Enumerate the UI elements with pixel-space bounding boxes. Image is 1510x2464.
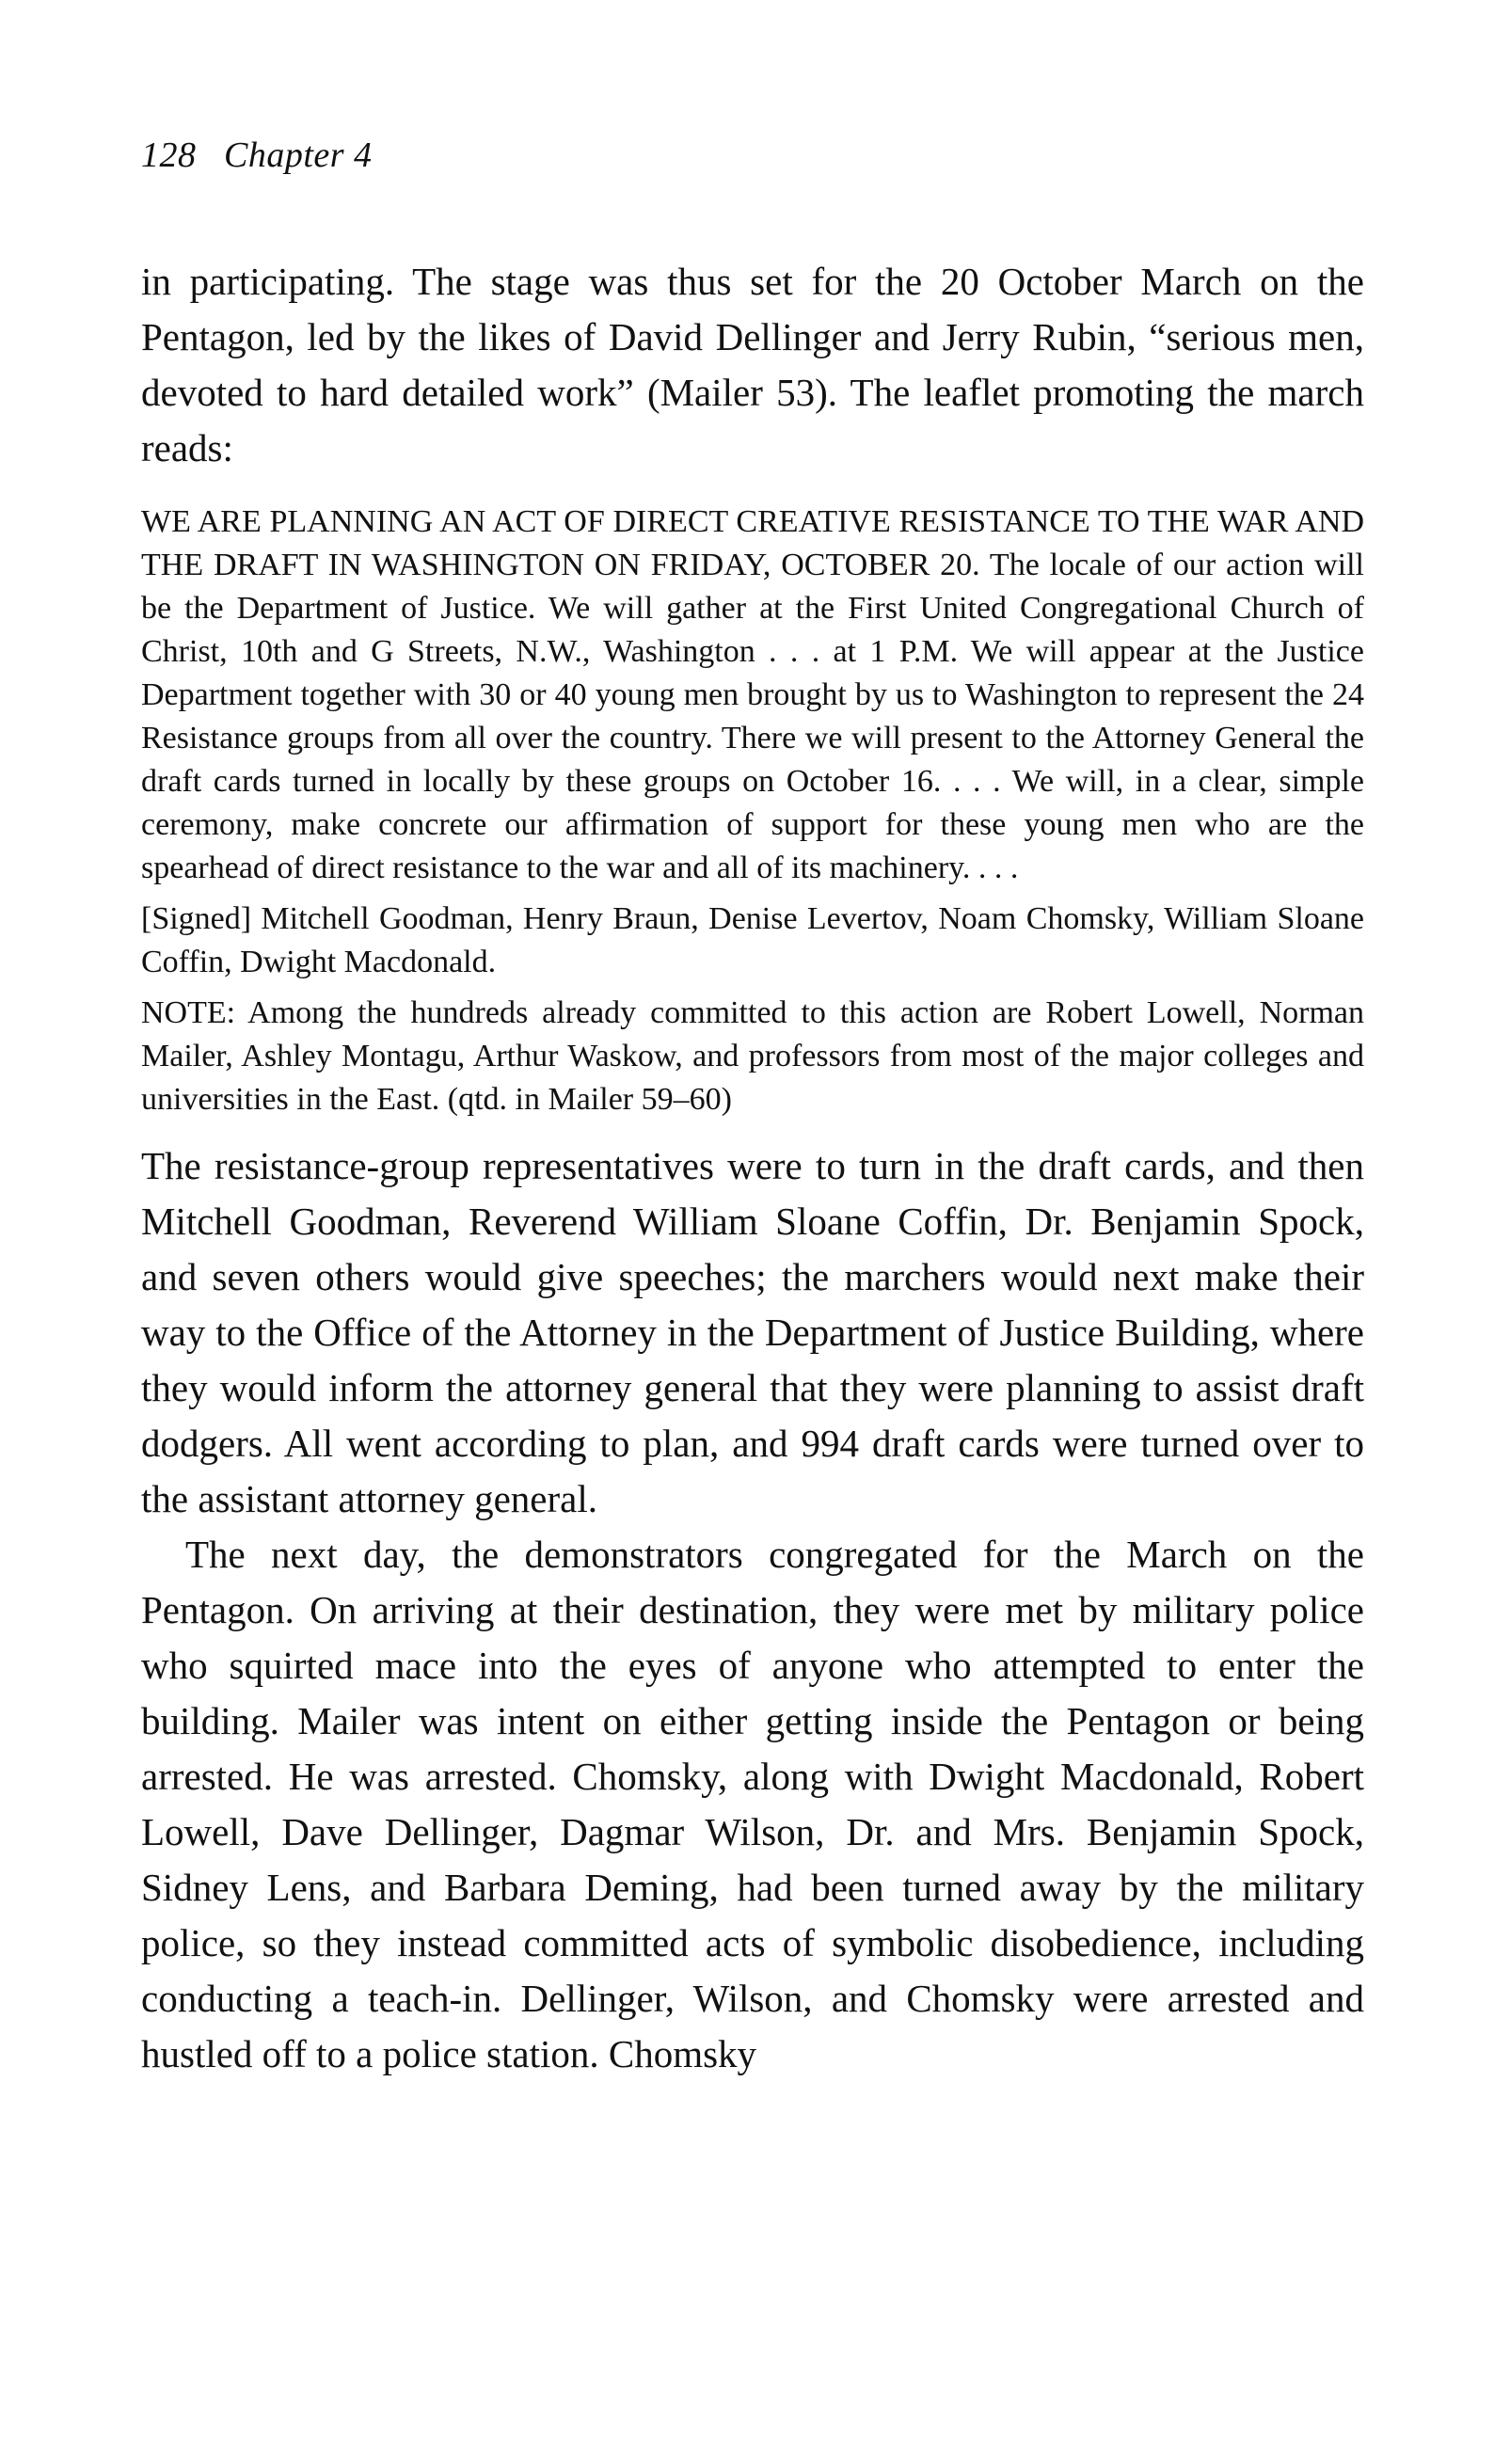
body-paragraph-1: in participating. The stage was thus set for the 20 October March on the Pentagon, led by the likes of David Dellinger and Jerry Rubin, “serious men, devoted to hard detailed work” (Mailer 53). The leaflet promoting the march reads: [141,260,1364,469]
leaflet-text: WE ARE PLANNING AN ACT OF DIRECT CREATIVE RESISTANCE TO THE WAR AND THE DRAFT IN WASHINGTON ON FRIDAY, OCTOBER 20. The locale of our action will be the Department of Justice. We will gather at the First United Congregational Church of Christ, 10th and G Streets, N.W., Washington . . . at 1 P.M. We will appear at the Justice Department together with 30 or 40 young men brought by us to Washington to represent the 24 Resistance groups from all over the country. There we will present to the Attorney General the draft cards turned in locally by these groups on October 16. . . . We will, in a clear, simple ceremony, make concrete our affirmation of support for these young men who are the spearhead of direct resistance to the war and all of its machinery. . . . [141,504,1364,885]
chapter-title: Chapter 4 [224,135,373,175]
page-number: 128 [141,135,197,175]
leaflet-signatories: [Signed] Mitchell Goodman, Henry Braun, Denise Levertov, Noam Chomsky, William Sloane Coffin, Dwight Macdonald. [141,901,1364,979]
body-paragraph-2: The resistance-group representatives were to turn in the draft cards, and then Mitchell Goodman, Reverend William Sloane Coffin, Dr. Benjamin Spock, and seven others would give speeches; the marchers would next make their way to the Office of the Attorney in the Department of Justice Building, where they would inform the attorney general that they were planning to assist draft dodgers. All went according to plan, and 994 draft cards were turned over to the assistant attorney general. [141,1144,1364,1520]
block-quote [141,501,1364,1121]
running-head [141,134,373,177]
main-text [141,254,1364,2082]
body-paragraph-3: The next day, the demonstrators congregated for the March on the Pentagon. On arriving at their destination, they were met by military police who squirted mace into the eyes of anyone who attempted to enter the building. Mailer was intent on either getting inside the Pentagon or being arrested. He was arrested. Chomsky, along with Dwight Macdonald, Robert Lowell, Dave Dellinger, Dagmar Wilson, Dr. and Mrs. Benjamin Spock, Sidney Lens, and Barbara Deming, had been turned away by the military police, so they instead committed acts of symbolic disobedience, including conducting a teach-in. Dellinger, Wilson, and Chomsky were arrested and hustled off to a police station. Chomsky [141,1533,1364,2075]
leaflet-note: NOTE: Among the hundreds already committed to this action are Robert Lowell, Norman Mailer, Ashley Montagu, Arthur Waskow, and professors from most of the major colleges and universities in the East. (qtd. in Mailer 59–60) [141,995,1364,1117]
